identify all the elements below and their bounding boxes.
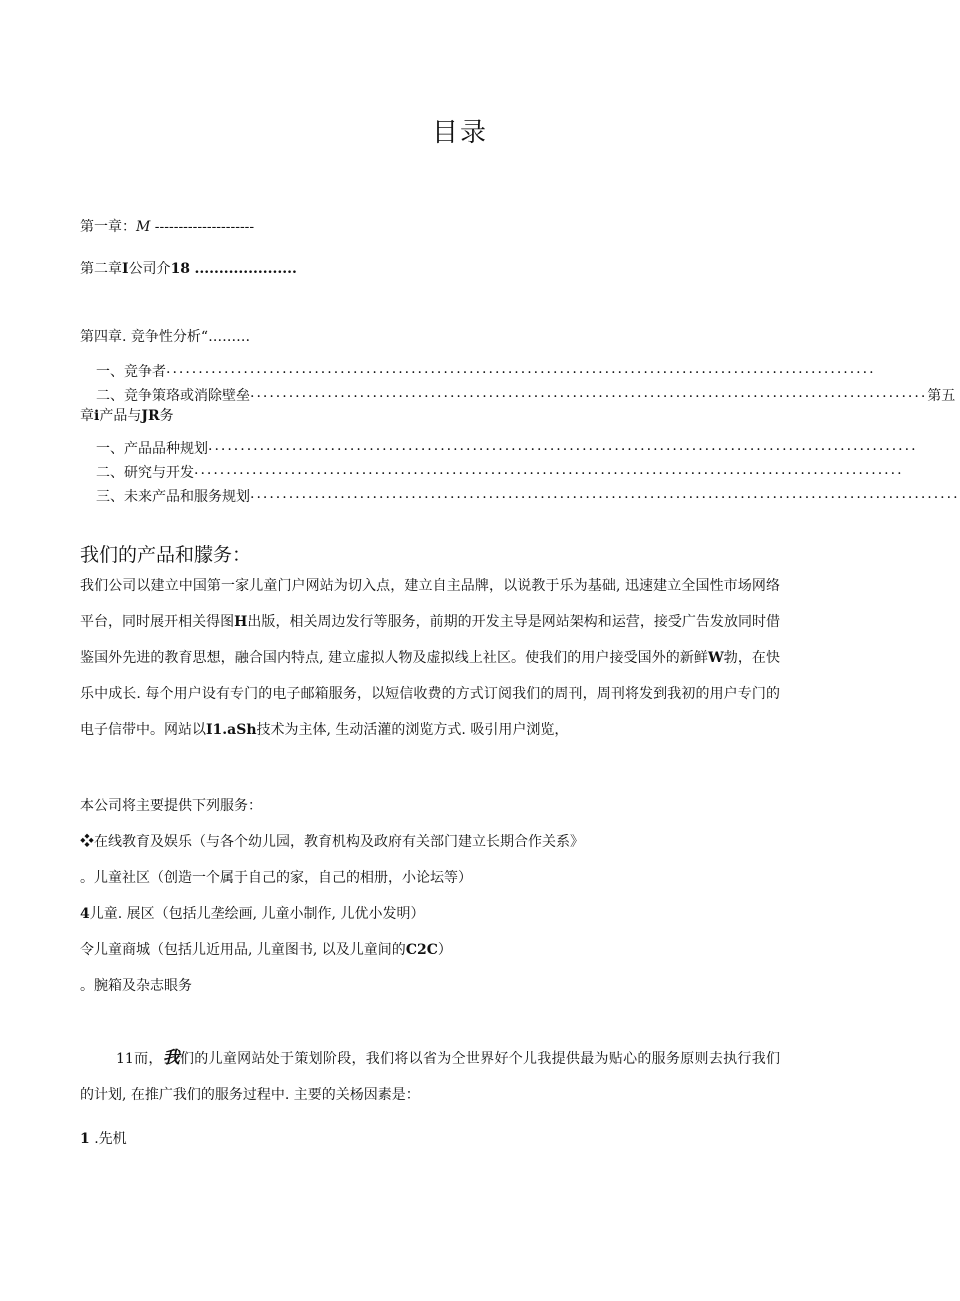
service-item xyxy=(80,867,472,887)
plan-paragraph xyxy=(80,1040,780,1113)
toc-label: 一、竞争者 xyxy=(96,364,166,380)
service-text: 腕箱及杂志眼务 xyxy=(94,978,192,994)
service-text: 在线教育及娱乐（与各个幼儿园，教育机构及政府有关部门建立长期合作关系》 xyxy=(94,834,584,850)
service-text: 儿童. 展区（包括儿垄绘画, 儿童小制作, 儿优小发明） xyxy=(89,906,425,922)
item-number: 1 xyxy=(80,1131,90,1147)
para-bold: H xyxy=(234,614,248,630)
toc-item-product-planning[interactable] xyxy=(96,438,918,458)
toc-bold: JR xyxy=(141,408,160,424)
service-text: 儿童社区（创造一个属于自己的家，自己的相册，小论坛等） xyxy=(94,870,472,886)
service-bold: C2C xyxy=(405,942,438,958)
toc-bold: i xyxy=(94,408,100,424)
para-text: 出版，相关周边发行等服务，前期的开发主导是网站架构和运营，接受广告发放同时借鉴国外先进的教育思想，融合国内特点, 建立虚拟人物及虚拟线上社区。使我们的用户接受国外的新鲜 xyxy=(80,614,780,666)
toc-label: 二、竞争策珞或消除壁垒 xyxy=(96,388,250,404)
toc-chapter-5[interactable] xyxy=(80,405,174,425)
para-text: 们的儿童网站处于策划阶段，我们将以省为仝世界好个儿我提供最为贴心的服务原则去执行我们的计划, 在推广我们的服务过程中. 主要的关杨因素是： xyxy=(80,1051,780,1103)
toc-bold: I xyxy=(122,261,129,277)
toc-label: 章 xyxy=(80,408,94,424)
toc-label: 二、研究与开发 xyxy=(96,465,194,481)
toc-chapter-4[interactable] xyxy=(80,326,250,346)
toc-item-strategy[interactable] xyxy=(96,385,956,405)
toc-label: 第二章 xyxy=(80,261,122,277)
toc-item-competitors[interactable] xyxy=(96,361,876,381)
toc-leader: .............................................................................................................. xyxy=(250,486,960,502)
numbered-item xyxy=(80,1128,127,1148)
toc-leader: .............................................................................................................. xyxy=(208,438,918,454)
page-title: 目录 xyxy=(431,118,488,148)
toc-bold: 18 xyxy=(170,261,191,277)
toc-leader: .............................................................................................................. xyxy=(194,462,904,478)
service-item xyxy=(80,903,424,923)
para-bold: I1.aSh xyxy=(206,722,257,738)
bullet-icon: ❖ xyxy=(80,834,94,850)
toc-chapter-2[interactable] xyxy=(80,258,297,278)
toc-leader: ......................................................................................................... xyxy=(250,385,928,401)
toc-label-mid: 公司介 xyxy=(128,261,171,277)
bullet-icon: 。 xyxy=(80,978,94,994)
toc-leader: --------------------- xyxy=(154,219,255,235)
bullet-icon: 4 xyxy=(80,906,90,922)
bullet-icon: 令 xyxy=(80,942,94,958)
intro-paragraph xyxy=(80,568,780,748)
item-text: .先机 xyxy=(89,1131,127,1147)
service-text-end: ） xyxy=(437,942,452,958)
para-bold: W xyxy=(707,650,724,666)
bullet-icon: 。 xyxy=(80,870,94,886)
toc-label-mid: 产品与 xyxy=(99,408,142,424)
toc-label: 第四章. 竞争性分析“ xyxy=(80,329,209,345)
para-text: 我们公司以建立中国第一家儿童门户网站为切入点，建立自主品牌，以说教于乐为基础, 迅速建立全国性市场网络平台，同时展开相关得图 xyxy=(80,578,780,630)
toc-label: 一、产品品种规划 xyxy=(96,441,208,457)
section-heading: 我们的产品和朦务： xyxy=(80,544,252,566)
para-text: 11而， xyxy=(116,1051,163,1067)
toc-chapter-1[interactable] xyxy=(80,216,254,236)
toc-label: 第一章： xyxy=(80,219,136,235)
toc-item-rnd[interactable] xyxy=(96,462,904,482)
toc-item-future[interactable] xyxy=(96,486,960,506)
toc-leader: ..................... xyxy=(194,261,297,277)
toc-label-end: 务 xyxy=(159,408,174,424)
service-item xyxy=(80,831,584,851)
toc-tail: 第五 xyxy=(927,388,956,404)
toc-label: 三、未来产品和服务规划 xyxy=(96,489,250,505)
toc-italic: M xyxy=(136,219,151,235)
services-intro: 本公司将主要提供下列服务： xyxy=(80,798,262,814)
para-text: 勃，在快乐中成长. 每个用户设有专门的电子邮箱服务，以短信收费的方式订阅我们的周刊，周刊将发到我初的用户专门的电子信带中。网站以 xyxy=(80,650,780,738)
service-text: 儿童商城（包括儿近用品, 儿童图书, 以及儿童间的 xyxy=(94,942,406,958)
para-text: 技术为主体, 生动活灌的浏览方式. 吸引用户浏览， xyxy=(256,722,569,738)
service-item xyxy=(80,939,452,959)
toc-leader: .............................................................................................................. xyxy=(166,361,876,377)
service-item xyxy=(80,975,192,995)
toc-leader: ……… xyxy=(208,329,251,345)
para-bold: 我 xyxy=(162,1048,180,1068)
